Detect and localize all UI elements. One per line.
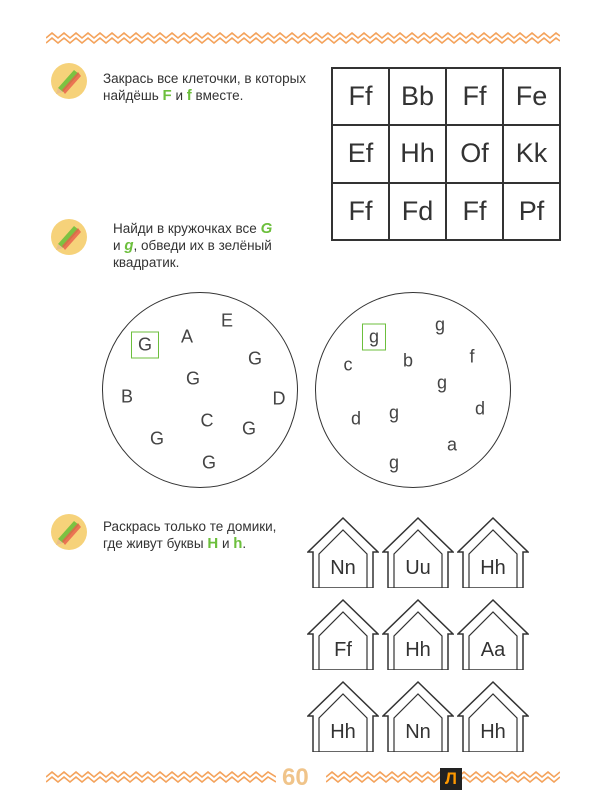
task2-prefix: Найди в кружочках все	[113, 221, 257, 236]
circle-letter[interactable]: E	[220, 310, 234, 331]
grid-cell[interactable]: Fe	[503, 68, 560, 125]
house-letters: Hh	[480, 721, 506, 743]
task3-suffix: .	[242, 536, 247, 551]
grid-cell[interactable]: Ff	[332, 183, 389, 240]
circle-letter[interactable]: G	[247, 348, 263, 369]
house-letters: Hh	[330, 721, 356, 743]
circle-letter[interactable]: G	[185, 368, 201, 389]
house-letters: Aa	[480, 639, 506, 661]
task3-prefix: где живут буквы	[103, 536, 204, 551]
circle-letter[interactable]: G	[241, 418, 257, 439]
circle-letter[interactable]: b	[402, 350, 414, 371]
grid-cell[interactable]: Hh	[389, 125, 446, 182]
task2-letter-upper: G	[260, 220, 273, 237]
circle-letter[interactable]: G	[149, 428, 165, 449]
task1-line1: Закрась все клеточки, в которых	[103, 71, 307, 86]
circle-letter[interactable]: c	[343, 354, 353, 375]
grid-cell[interactable]: Bb	[389, 68, 446, 125]
left-letter-circle	[102, 292, 298, 488]
task1-prefix: найдёшь	[103, 88, 159, 103]
house[interactable]	[382, 598, 454, 670]
task3-conj: и	[221, 536, 230, 551]
task1-suffix: вместе.	[195, 88, 244, 103]
grid-cell[interactable]: Of	[446, 125, 503, 182]
circle-letter-boxed[interactable]: G	[131, 332, 159, 359]
task2-line3: квадратик.	[113, 255, 180, 270]
circle-letter[interactable]: f	[469, 346, 475, 367]
house[interactable]	[307, 598, 379, 670]
circle-letter[interactable]: D	[272, 388, 286, 409]
house-letters: Hh	[405, 639, 431, 661]
task3-line2	[103, 535, 276, 552]
task3-letter-upper: H	[207, 535, 219, 552]
house[interactable]	[457, 680, 529, 752]
grid-cell[interactable]: Ff	[332, 68, 389, 125]
task1-conj: и	[175, 88, 184, 103]
grid-cell[interactable]: Pf	[503, 183, 560, 240]
task2-conj: и	[113, 238, 121, 253]
house[interactable]	[382, 516, 454, 588]
task3-instruction	[103, 518, 276, 552]
house-letters: Nn	[405, 721, 431, 743]
house[interactable]	[382, 680, 454, 752]
circle-letter[interactable]: A	[180, 326, 194, 347]
house[interactable]	[307, 516, 379, 588]
circle-letter[interactable]: g	[388, 402, 400, 423]
house[interactable]	[307, 680, 379, 752]
circle-letter[interactable]: G	[201, 452, 217, 473]
house-letters: Ff	[334, 639, 352, 661]
house-letters: Uu	[405, 557, 431, 579]
circle-letter[interactable]: g	[436, 372, 448, 393]
publisher-logo-icon: Л	[440, 768, 462, 790]
circle-letter[interactable]: d	[474, 398, 486, 419]
house[interactable]	[457, 516, 529, 588]
pencil-icon	[50, 513, 88, 551]
top-zigzag-border	[46, 32, 560, 44]
grid-cell[interactable]: Ff	[446, 68, 503, 125]
task1-letter-lower: f	[186, 87, 192, 104]
pencil-icon	[50, 62, 88, 100]
task2-line2	[113, 237, 272, 254]
circle-letter[interactable]: d	[350, 408, 362, 429]
circle-letter[interactable]: B	[120, 386, 134, 407]
grid-cell[interactable]: Ef	[332, 125, 389, 182]
house[interactable]	[457, 598, 529, 670]
house-letters: Hh	[480, 557, 506, 579]
grid-cell[interactable]: Kk	[503, 125, 560, 182]
task2-suffix: , обведи их в зелёный	[133, 238, 272, 253]
task1-instruction	[103, 70, 306, 104]
circle-letter[interactable]: g	[434, 314, 446, 335]
task2-instruction	[113, 220, 272, 271]
circle-letter-boxed[interactable]: g	[362, 324, 386, 351]
task3-letter-lower: h	[233, 535, 243, 552]
circle-letter[interactable]: C	[200, 410, 214, 431]
page-number: 60	[282, 764, 309, 791]
task2-letter-lower: g	[124, 237, 134, 254]
right-letter-circle	[315, 292, 511, 488]
task3-line1: Раскрась только те домики,	[103, 519, 277, 534]
grid-cell[interactable]: Ff	[446, 183, 503, 240]
task1-line2	[103, 87, 306, 104]
task1-letter-upper: F	[162, 87, 172, 104]
circle-letter[interactable]: g	[388, 452, 400, 473]
grid-cell[interactable]: Fd	[389, 183, 446, 240]
bottom-zigzag-border-left	[46, 771, 276, 783]
pencil-icon	[50, 218, 88, 256]
task2-line1	[113, 220, 272, 237]
circle-letter[interactable]: a	[446, 434, 458, 455]
house-letters: Nn	[330, 557, 356, 579]
letter-grid	[331, 67, 561, 241]
